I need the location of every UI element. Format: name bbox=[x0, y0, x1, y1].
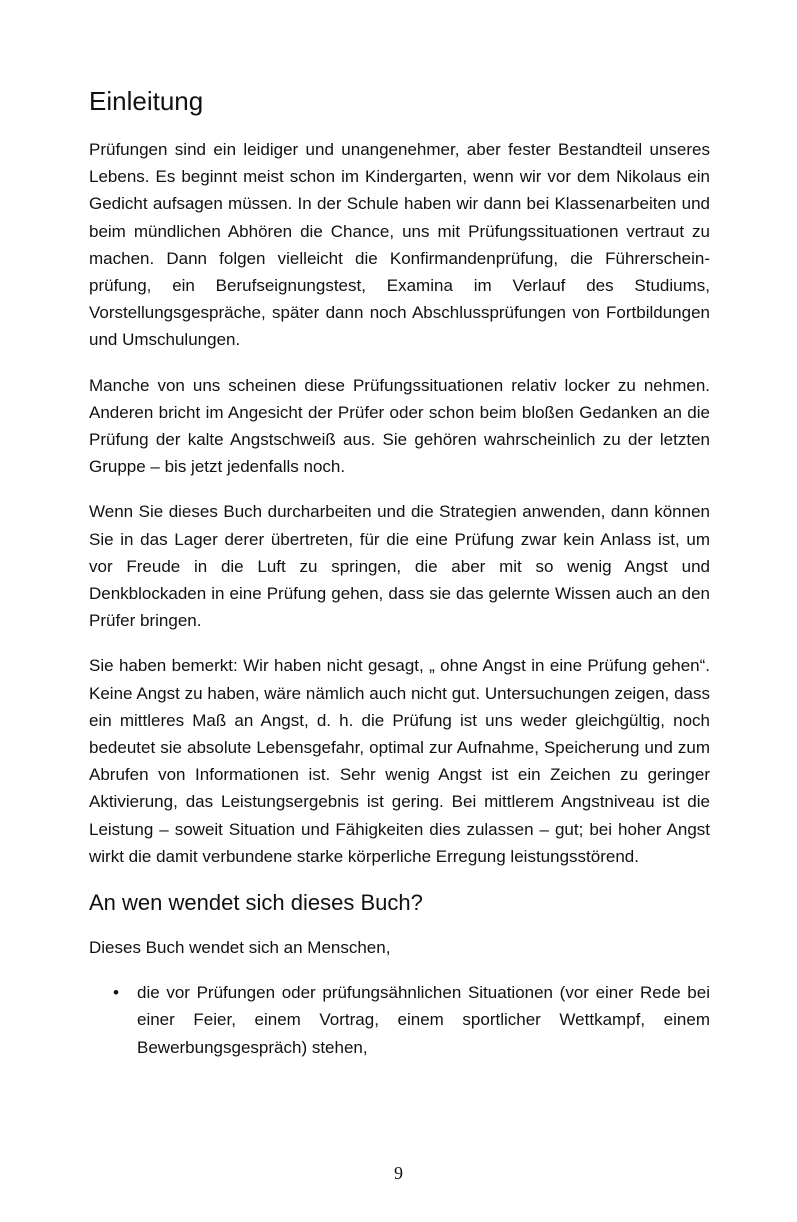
page-content bbox=[89, 84, 710, 1061]
paragraph-3: Wenn Sie dieses Buch durcharbeiten und die Strategien anwenden, dann können Sie in das Lager derer übertreten, für die eine Prüfung zwar kein Anlass ist, um vor Freude in die Luft zu springen, die aber mit so wenig Angst und Denkblockaden in eine Prüfung gehen, dass sie das gelernte Wissen auch an den Prüfer bringen. bbox=[89, 502, 710, 631]
paragraph-4: Sie haben bemerkt: Wir haben nicht gesagt, „ ohne Angst in eine Prüfung gehen“. Keine Angst zu haben, wäre nämlich auch nicht gut. Untersuchungen zeigen, dass ein mittleres Maß an Angst, d. h. die Prüfung ist uns weder gleichgültig, noch bedeutet sie absolute Lebensgefahr, optimal zur Aufnahme, Speicherung und zum Abrufen von Informationen ist. Sehr wenig Angst ist ein Zeichen zu geringer Aktivierung, das Leistungsergebnis ist gering. Bei mittlerem Angstniveau ist die Leistung – soweit Situation und Fähigkeiten dies zulassen – gut; bei hoher Angst wirkt die damit verbundene starke körperliche Erregung leistungsstörend. bbox=[89, 656, 710, 866]
section-heading: An wen wendet sich dieses Buch? bbox=[89, 890, 423, 916]
bullet-list bbox=[89, 979, 710, 1061]
paragraph-2: Manche von uns scheinen diese Prüfungssituationen relativ locker zu nehmen. Anderen bricht im Angesicht der Prüfer oder schon beim bloßen Gedanken an die Prüfung der kalte Angstschweiß aus. Sie gehören wahrscheinlich zu der letzten Gruppe – bis jetzt jedenfalls noch. bbox=[89, 375, 710, 477]
bullet-icon: • bbox=[113, 983, 119, 1003]
paragraph-1: Prüfungen sind ein leidiger und unangenehmer, aber fester Bestandteil unseres Lebens. Es beginnt meist schon im Kindergarten, wenn wir vor dem Nikolaus ein Gedicht aufsagen müssen. In der Schule haben wir dann bei Klassenarbeiten und beim mündlichen Abhören die Chance, uns mit Prüfungssituationen vertraut zu machen. Dann folgen vielleicht die Konfirmandenprüfung, die Führerscheinprüfung, ein Berufseignungstest, Examina im Verlauf des Studiums, Vorstellungsgespräche, später dann noch Abschlussprüfungen von Fortbildungen und Umschulungen. bbox=[89, 140, 710, 350]
list-item bbox=[89, 979, 710, 1061]
chapter-heading: Einleitung bbox=[89, 86, 204, 116]
list-item-text: die vor Prüfungen oder prüfungsähnlichen Situationen (vor einer Rede bei einer Feier, einem Vortrag, einem sportlicher Wettkampf, einem Bewerbungsgespräch) stehen, bbox=[137, 983, 710, 1057]
intro-line: Dieses Buch wendet sich an Menschen, bbox=[89, 938, 391, 958]
page-number: 9 bbox=[394, 1163, 403, 1183]
